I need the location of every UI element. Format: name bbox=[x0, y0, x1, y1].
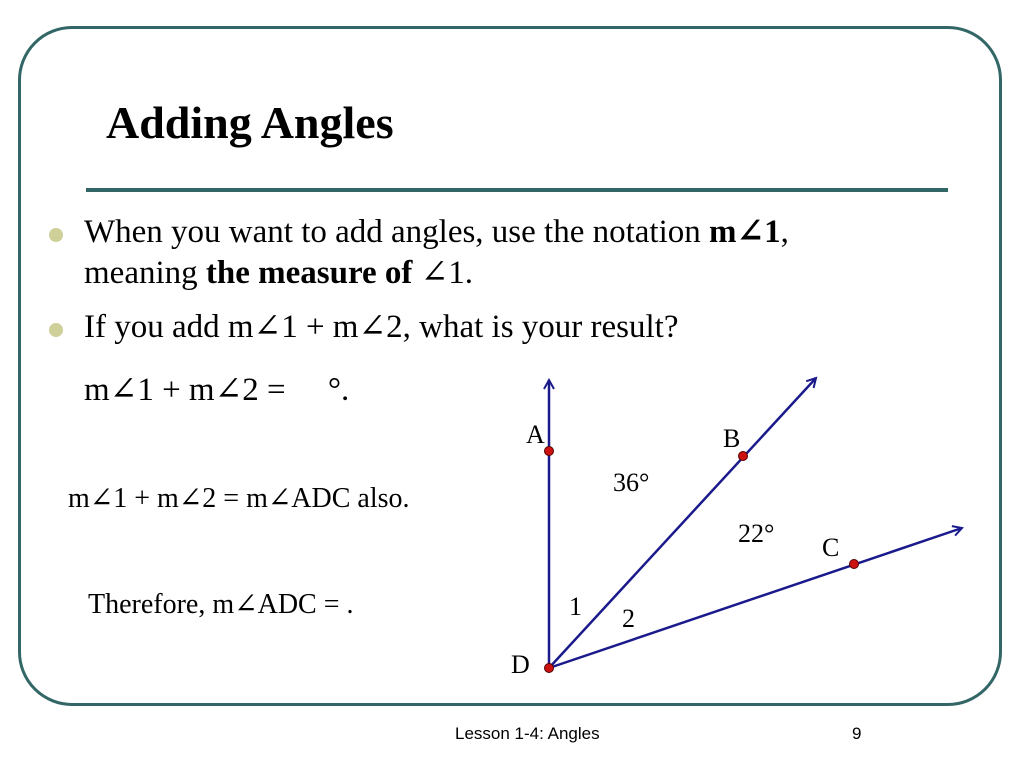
measure-angle-1: 36° bbox=[613, 468, 650, 497]
label-b: B bbox=[723, 424, 741, 453]
bullet-1-bold: m∠1 bbox=[709, 214, 781, 250]
angle-1-label: 1 bbox=[569, 592, 582, 621]
footer-lesson: Lesson 1-4: Angles bbox=[455, 724, 600, 743]
point-a bbox=[545, 447, 554, 456]
point-c bbox=[850, 560, 859, 569]
bullet-1-line2-text: meaning bbox=[84, 255, 206, 292]
degree-mark: °. bbox=[327, 372, 350, 408]
bullet-1-line2-bold: the measure of bbox=[205, 255, 413, 292]
bullet-1-suffix: , bbox=[780, 214, 789, 250]
bullet-1-line2-suffix: ∠1. bbox=[412, 255, 474, 292]
bullet-1-text: When you want to add angles, use the notation bbox=[84, 214, 710, 250]
slide-title: Adding Angles bbox=[106, 97, 394, 148]
footer-page-number: 9 bbox=[852, 724, 862, 743]
ray-db bbox=[549, 378, 816, 668]
ray-dc bbox=[549, 528, 962, 668]
label-a: A bbox=[526, 420, 545, 449]
point-d bbox=[545, 664, 554, 673]
equation-text: m∠1 + m∠2 = bbox=[84, 372, 294, 408]
bullet-2-text: If you add m∠1 + m∠2, what is your result? bbox=[84, 309, 679, 345]
also-line: m∠1 + m∠2 = m∠ADC also. bbox=[68, 483, 410, 514]
therefore-line: Therefore, m∠ADC = . bbox=[88, 589, 354, 620]
angle-2-label: 2 bbox=[622, 604, 635, 633]
measure-angle-2: 22° bbox=[738, 519, 775, 548]
label-d: D bbox=[511, 650, 530, 679]
label-c: C bbox=[822, 533, 840, 562]
